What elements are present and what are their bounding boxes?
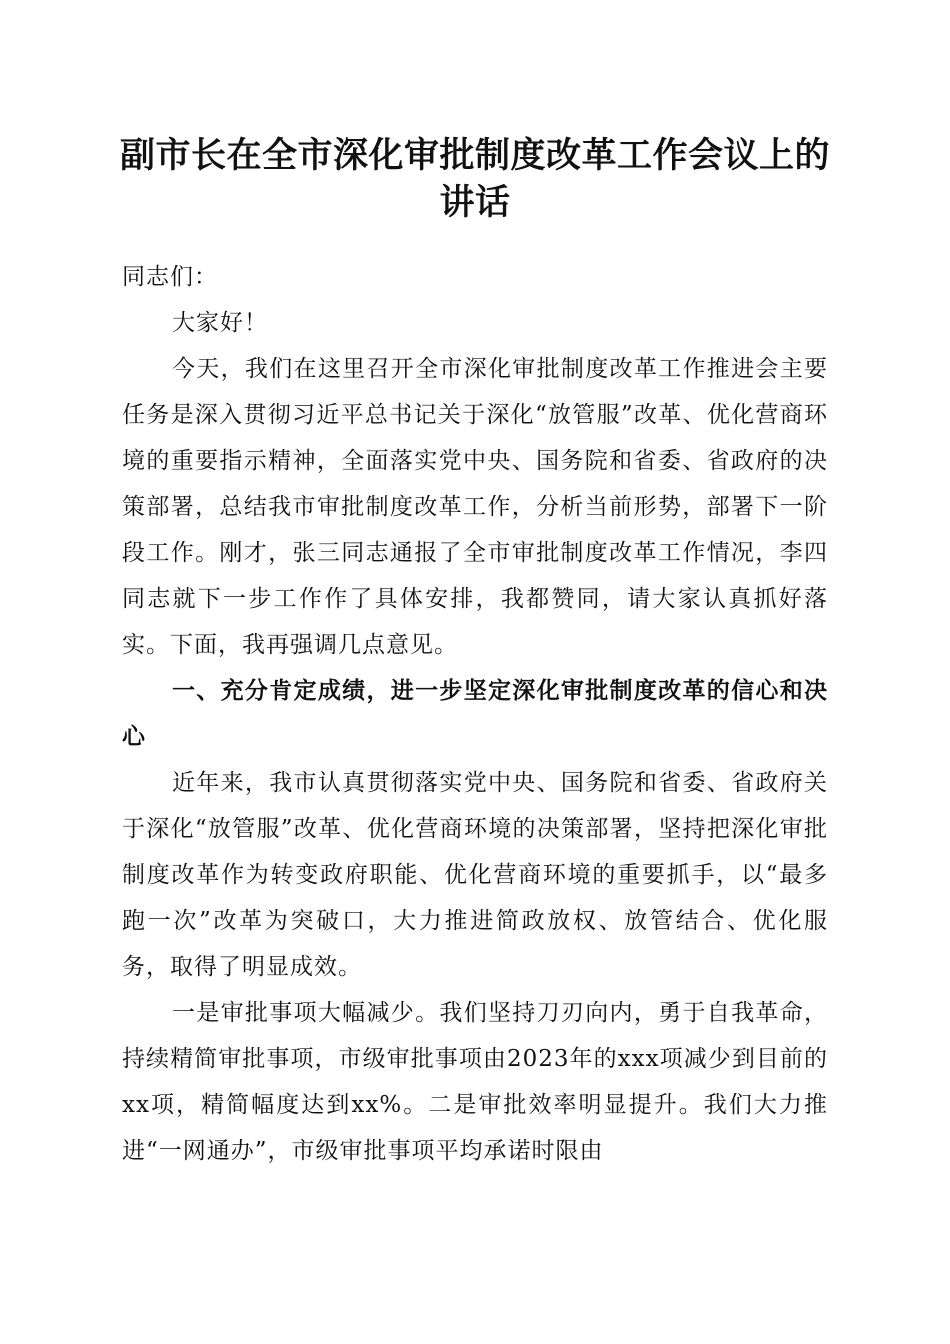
paragraph-opening: 今天，我们在这里召开全市深化审批制度改革工作推进会主要任务是深入贯彻习近平总书记关于深化“放管服”改革、优化营商环境的重要指示精神，全面落实党中央、国务院和省委、省政府的决策部署，总结我市审批制度改革工作，分析当前形势，部署下一阶段工作。刚才，张三同志通报了全市审批制度改革工作情况，李四同志就下一步工作作了具体安排，我都赞同，请大家认真抓好落实。下面，我再强调几点意见。 [122,356,828,658]
paragraph-details: 一是审批事项大幅减少。我们坚持刀刃向内，勇于自我革命，持续精简审批事项，市级审批事项由2023年的xxx项减少到目前的xx项，精简幅度达到xx%。二是审批效率明显提升。我们大力推进“一网通办”，市级审批事项平均承诺时限由 [122,1000,828,1164]
section-heading-1: 一、充分肯定成绩，进一步坚定深化审批制度改革的信心和决心 [122,678,828,750]
paragraph-achievements: 近年来，我市认真贯彻落实党中央、国务院和省委、省政府关于深化“放管服”改革、优化营商环境的决策部署，坚持把深化审批制度改革作为转变政府职能、优化营商环境的重要抓手，以“最多跑一次”改革为突破口，大力推进简政放权、放管结合、优化服务，取得了明显成效。 [122,770,828,980]
document-title: 副市长在全市深化审批制度改革工作会议上的讲话 [119,135,830,223]
greeting: 大家好！ [172,310,268,336]
document-body [122,254,828,1174]
salutation: 同志们： [122,264,218,290]
